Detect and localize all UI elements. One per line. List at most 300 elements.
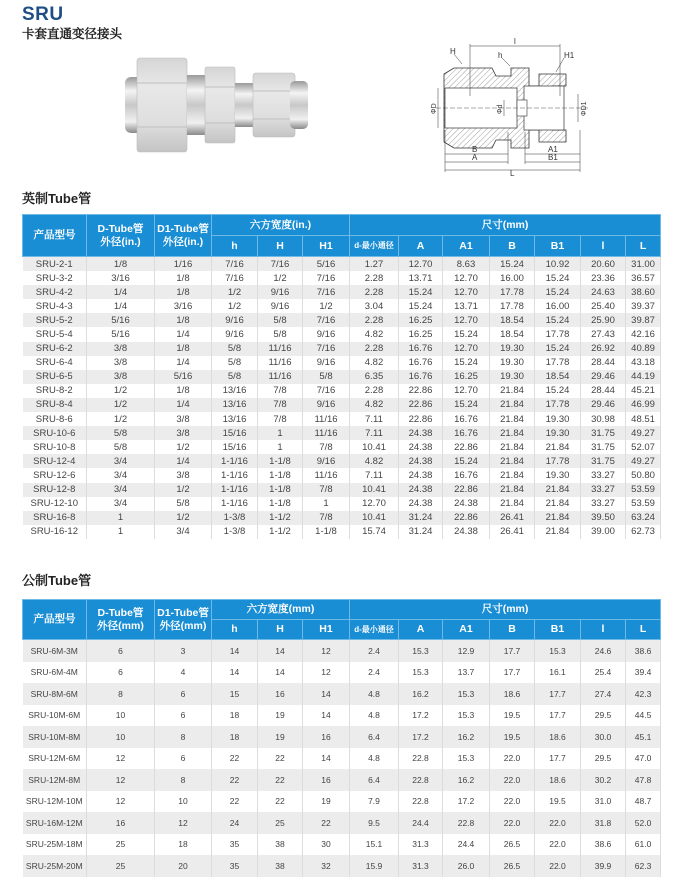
- value-cell: 21.84: [490, 468, 535, 482]
- value-cell: 15.3: [443, 705, 490, 727]
- value-cell: 22.0: [535, 834, 581, 856]
- value-cell: 1-1/8: [258, 497, 303, 511]
- value-cell: 5/8: [212, 356, 258, 370]
- value-cell: 3/4: [87, 468, 155, 482]
- table-row: [23, 683, 661, 705]
- value-cell: 22.8: [443, 812, 490, 834]
- value-cell: 19.30: [490, 356, 535, 370]
- table-row: [23, 313, 661, 327]
- value-cell: 1: [87, 525, 155, 539]
- subheader-col: d-最小通径: [350, 620, 399, 640]
- value-cell: 15.24: [443, 398, 490, 412]
- model-cell: SRU-6M-3M: [23, 640, 87, 662]
- subheader-col: h: [212, 236, 258, 257]
- value-cell: 22.86: [443, 483, 490, 497]
- value-cell: 17.78: [535, 454, 581, 468]
- value-cell: 14: [303, 748, 350, 770]
- table-row: [23, 640, 661, 662]
- value-cell: 14: [303, 705, 350, 727]
- value-cell: 16.2: [399, 683, 443, 705]
- table-row: [23, 271, 661, 285]
- value-cell: 19: [303, 791, 350, 813]
- table-row: [23, 440, 661, 454]
- value-cell: 6.4: [350, 726, 399, 748]
- value-cell: 6: [87, 640, 155, 662]
- value-cell: 12.70: [443, 271, 490, 285]
- value-cell: 44.5: [626, 705, 661, 727]
- value-cell: 15.3: [443, 683, 490, 705]
- value-cell: 15.24: [443, 454, 490, 468]
- value-cell: 24.38: [443, 525, 490, 539]
- subheader-col: l: [581, 236, 626, 257]
- value-cell: 17.7: [535, 705, 581, 727]
- value-cell: 26.5: [490, 855, 535, 877]
- model-cell: SRU-12M-10M: [23, 791, 87, 813]
- value-cell: 7/8: [303, 483, 350, 497]
- value-cell: 2.28: [350, 313, 399, 327]
- value-cell: 7/8: [303, 440, 350, 454]
- value-cell: 1-1/16: [212, 483, 258, 497]
- value-cell: 22: [212, 769, 258, 791]
- value-cell: 26.5: [490, 834, 535, 856]
- value-cell: 16: [303, 726, 350, 748]
- value-cell: 8: [155, 769, 212, 791]
- model-cell: SRU-8M-6M: [23, 683, 87, 705]
- drawing-label-D1: ΦD1: [581, 101, 588, 116]
- value-cell: 15.3: [399, 640, 443, 662]
- value-cell: 16: [87, 812, 155, 834]
- value-cell: 22.0: [490, 812, 535, 834]
- value-cell: 18: [212, 726, 258, 748]
- value-cell: 16.00: [490, 271, 535, 285]
- value-cell: 1/2: [87, 412, 155, 426]
- value-cell: 12.70: [350, 497, 399, 511]
- value-cell: 39.00: [581, 525, 626, 539]
- value-cell: 21.84: [490, 454, 535, 468]
- value-cell: 16.76: [399, 370, 443, 384]
- subheader-col: A1: [443, 620, 490, 640]
- value-cell: 2.4: [350, 640, 399, 662]
- value-cell: 17.78: [490, 285, 535, 299]
- value-cell: 32: [303, 855, 350, 877]
- drawing-label-d: Φd: [497, 104, 504, 114]
- value-cell: 22.86: [399, 412, 443, 426]
- value-cell: 7.9: [350, 791, 399, 813]
- value-cell: 1/2: [155, 440, 212, 454]
- value-cell: 7/16: [212, 271, 258, 285]
- value-cell: 16.76: [443, 412, 490, 426]
- value-cell: 12.70: [399, 257, 443, 272]
- model-cell: SRU-25M-18M: [23, 834, 87, 856]
- value-cell: 4: [155, 662, 212, 684]
- value-cell: 1/4: [155, 356, 212, 370]
- value-cell: 4.82: [350, 454, 399, 468]
- model-cell: SRU-12-6: [23, 468, 87, 482]
- value-cell: 1/2: [155, 483, 212, 497]
- value-cell: 27.43: [581, 327, 626, 341]
- model-cell: SRU-10M-6M: [23, 705, 87, 727]
- value-cell: 9/16: [303, 327, 350, 341]
- value-cell: 31.75: [581, 454, 626, 468]
- value-cell: 35: [212, 855, 258, 877]
- value-cell: 7/8: [258, 412, 303, 426]
- value-cell: 36.57: [626, 271, 661, 285]
- table-row: [23, 497, 661, 511]
- value-cell: 31.0: [581, 791, 626, 813]
- value-cell: 1/4: [155, 398, 212, 412]
- value-cell: 26.0: [443, 855, 490, 877]
- metric-section-title: 公制Tube管: [22, 573, 92, 588]
- value-cell: 28.44: [581, 356, 626, 370]
- value-cell: 17.78: [535, 327, 581, 341]
- value-cell: 1-1/16: [212, 497, 258, 511]
- value-cell: 19.30: [490, 342, 535, 356]
- value-cell: 3.04: [350, 299, 399, 313]
- value-cell: 10.41: [350, 440, 399, 454]
- value-cell: 25.40: [581, 299, 626, 313]
- model-cell: SRU-4-3: [23, 299, 87, 313]
- value-cell: 1-1/8: [303, 525, 350, 539]
- value-cell: 45.21: [626, 384, 661, 398]
- value-cell: 2.28: [350, 271, 399, 285]
- header-dimensions: 尺寸(mm): [350, 215, 661, 236]
- value-cell: 19: [258, 705, 303, 727]
- subheader-col: A: [399, 620, 443, 640]
- value-cell: 13/16: [212, 384, 258, 398]
- value-cell: 44.19: [626, 370, 661, 384]
- value-cell: 6.4: [350, 769, 399, 791]
- value-cell: 1/8: [155, 271, 212, 285]
- model-cell: SRU-8-6: [23, 412, 87, 426]
- value-cell: 21.84: [490, 412, 535, 426]
- value-cell: 21.84: [535, 483, 581, 497]
- value-cell: 7/16: [212, 257, 258, 272]
- value-cell: 26.41: [490, 525, 535, 539]
- value-cell: 15.24: [490, 257, 535, 272]
- subheader-col: d-最小通径: [350, 236, 399, 257]
- value-cell: 12.70: [443, 285, 490, 299]
- subheader-col: h: [212, 620, 258, 640]
- value-cell: 48.51: [626, 412, 661, 426]
- value-cell: 11/16: [303, 468, 350, 482]
- value-cell: 16.1: [535, 662, 581, 684]
- value-cell: 3/8: [87, 370, 155, 384]
- value-cell: 1-3/8: [212, 525, 258, 539]
- value-cell: 22: [303, 812, 350, 834]
- value-cell: 31.24: [399, 511, 443, 525]
- value-cell: 25: [258, 812, 303, 834]
- value-cell: 14: [212, 662, 258, 684]
- value-cell: 16.2: [443, 726, 490, 748]
- table-row: [23, 285, 661, 299]
- table-row: [23, 483, 661, 497]
- model-cell: SRU-25M-20M: [23, 855, 87, 877]
- subheader-col: A: [399, 236, 443, 257]
- value-cell: 31.3: [399, 834, 443, 856]
- value-cell: 17.2: [399, 726, 443, 748]
- subheader-col: L: [626, 236, 661, 257]
- value-cell: 1-1/16: [212, 468, 258, 482]
- value-cell: 7.11: [350, 426, 399, 440]
- value-cell: 18.6: [535, 769, 581, 791]
- value-cell: 16.25: [399, 327, 443, 341]
- value-cell: 45.1: [626, 726, 661, 748]
- value-cell: 3/4: [87, 483, 155, 497]
- value-cell: 22: [258, 748, 303, 770]
- subheader-col: H1: [303, 620, 350, 640]
- value-cell: 7/16: [303, 271, 350, 285]
- model-cell: SRU-6-2: [23, 342, 87, 356]
- value-cell: 47.0: [626, 748, 661, 770]
- value-cell: 15/16: [212, 426, 258, 440]
- value-cell: 49.27: [626, 426, 661, 440]
- value-cell: 16.2: [443, 769, 490, 791]
- value-cell: 22.8: [399, 769, 443, 791]
- table-row: [23, 748, 661, 770]
- drawing-label-A1: A1: [548, 145, 558, 154]
- value-cell: 4.8: [350, 748, 399, 770]
- value-cell: 12: [303, 640, 350, 662]
- value-cell: 9/16: [258, 285, 303, 299]
- value-cell: 16: [258, 683, 303, 705]
- value-cell: 15.24: [535, 271, 581, 285]
- value-cell: 22: [258, 791, 303, 813]
- value-cell: 10.41: [350, 511, 399, 525]
- drawing-label-B: B: [472, 145, 478, 154]
- subheader-col: H: [258, 620, 303, 640]
- subheader-col: A1: [443, 236, 490, 257]
- value-cell: 40.89: [626, 342, 661, 356]
- header-model: 产品型号: [23, 215, 87, 257]
- value-cell: 9/16: [303, 356, 350, 370]
- value-cell: 1-1/8: [258, 483, 303, 497]
- value-cell: 29.5: [581, 748, 626, 770]
- value-cell: 3/16: [87, 271, 155, 285]
- imperial-table: [22, 214, 661, 539]
- value-cell: 38.6: [626, 640, 661, 662]
- value-cell: 12.70: [443, 384, 490, 398]
- table-row: [23, 525, 661, 539]
- value-cell: 19.30: [535, 468, 581, 482]
- value-cell: 15.24: [535, 285, 581, 299]
- value-cell: 1/2: [212, 299, 258, 313]
- drawing-label-l: l: [514, 37, 516, 46]
- model-cell: SRU-12-10: [23, 497, 87, 511]
- value-cell: 1: [258, 426, 303, 440]
- value-cell: 16.76: [443, 468, 490, 482]
- value-cell: 22.86: [399, 384, 443, 398]
- value-cell: 19.5: [535, 791, 581, 813]
- value-cell: 38.6: [581, 834, 626, 856]
- table-row: [23, 398, 661, 412]
- value-cell: 25: [87, 834, 155, 856]
- model-cell: SRU-8-4: [23, 398, 87, 412]
- value-cell: 6: [87, 662, 155, 684]
- value-cell: 18.6: [490, 683, 535, 705]
- subheader-col: L: [626, 620, 661, 640]
- value-cell: 39.37: [626, 299, 661, 313]
- subheader-col: H: [258, 236, 303, 257]
- value-cell: 10: [87, 726, 155, 748]
- value-cell: 53.59: [626, 483, 661, 497]
- subheader-col: B: [490, 620, 535, 640]
- value-cell: 17.2: [443, 791, 490, 813]
- table-row: [23, 257, 661, 272]
- value-cell: 16.00: [535, 299, 581, 313]
- value-cell: 9.5: [350, 812, 399, 834]
- value-cell: 21.84: [490, 483, 535, 497]
- value-cell: 8.63: [443, 257, 490, 272]
- value-cell: 15.3: [443, 748, 490, 770]
- value-cell: 38.60: [626, 285, 661, 299]
- value-cell: 31.75: [581, 440, 626, 454]
- table-row: [23, 791, 661, 813]
- value-cell: 1-1/8: [258, 468, 303, 482]
- value-cell: 18.54: [535, 370, 581, 384]
- value-cell: 30.0: [581, 726, 626, 748]
- value-cell: 8: [155, 726, 212, 748]
- value-cell: 9/16: [212, 313, 258, 327]
- value-cell: 2.28: [350, 285, 399, 299]
- value-cell: 10: [155, 791, 212, 813]
- value-cell: 7/16: [303, 285, 350, 299]
- value-cell: 5/8: [87, 440, 155, 454]
- value-cell: 11/16: [258, 370, 303, 384]
- value-cell: 11/16: [258, 342, 303, 356]
- technical-drawing: [432, 36, 592, 176]
- table-row: [23, 769, 661, 791]
- value-cell: 29.46: [581, 370, 626, 384]
- value-cell: 42.16: [626, 327, 661, 341]
- value-cell: 13.71: [443, 299, 490, 313]
- model-cell: SRU-16-12: [23, 525, 87, 539]
- value-cell: 10.41: [350, 483, 399, 497]
- value-cell: 15.24: [399, 299, 443, 313]
- value-cell: 16.76: [443, 426, 490, 440]
- value-cell: 33.27: [581, 483, 626, 497]
- value-cell: 7/16: [258, 257, 303, 272]
- imperial-section-title: 英制Tube管: [22, 191, 92, 206]
- value-cell: 22: [212, 791, 258, 813]
- value-cell: 21.84: [535, 511, 581, 525]
- value-cell: 5/8: [212, 342, 258, 356]
- metric-table: [22, 599, 661, 877]
- value-cell: 1-3/8: [212, 511, 258, 525]
- value-cell: 16.76: [399, 342, 443, 356]
- header-d-tube: D-Tube管 外径(mm): [87, 600, 155, 640]
- value-cell: 22.0: [535, 855, 581, 877]
- value-cell: 31.75: [581, 426, 626, 440]
- value-cell: 1-1/2: [258, 511, 303, 525]
- value-cell: 15.1: [350, 834, 399, 856]
- drawing-label-H: H: [450, 47, 456, 56]
- value-cell: 1-1/8: [258, 454, 303, 468]
- value-cell: 62.73: [626, 525, 661, 539]
- value-cell: 30.2: [581, 769, 626, 791]
- value-cell: 7/16: [303, 313, 350, 327]
- value-cell: 50.80: [626, 468, 661, 482]
- table-row: [23, 662, 661, 684]
- value-cell: 3/8: [155, 426, 212, 440]
- value-cell: 12.70: [443, 342, 490, 356]
- table-row: [23, 342, 661, 356]
- value-cell: 42.3: [626, 683, 661, 705]
- value-cell: 7/16: [303, 342, 350, 356]
- value-cell: 2.4: [350, 662, 399, 684]
- value-cell: 22.0: [535, 812, 581, 834]
- value-cell: 13.7: [443, 662, 490, 684]
- value-cell: 19.5: [490, 726, 535, 748]
- model-cell: SRU-5-4: [23, 327, 87, 341]
- table-row: [23, 511, 661, 525]
- value-cell: 18: [212, 705, 258, 727]
- value-cell: 39.87: [626, 313, 661, 327]
- value-cell: 9/16: [212, 327, 258, 341]
- value-cell: 22.0: [490, 791, 535, 813]
- value-cell: 15.3: [399, 662, 443, 684]
- drawing-label-D: ΦD: [431, 103, 438, 114]
- value-cell: 22.0: [490, 748, 535, 770]
- value-cell: 6: [155, 705, 212, 727]
- value-cell: 15.24: [443, 356, 490, 370]
- value-cell: 8: [87, 683, 155, 705]
- value-cell: 4.82: [350, 327, 399, 341]
- value-cell: 2.28: [350, 384, 399, 398]
- value-cell: 4.82: [350, 398, 399, 412]
- value-cell: 46.99: [626, 398, 661, 412]
- model-cell: SRU-10-6: [23, 426, 87, 440]
- header-model: 产品型号: [23, 600, 87, 640]
- table-row: [23, 705, 661, 727]
- value-cell: 22.8: [399, 748, 443, 770]
- value-cell: 11/16: [303, 426, 350, 440]
- table-row: [23, 384, 661, 398]
- value-cell: 24.38: [399, 468, 443, 482]
- value-cell: 24.38: [399, 426, 443, 440]
- model-cell: SRU-10M-8M: [23, 726, 87, 748]
- value-cell: 7/8: [258, 398, 303, 412]
- model-cell: SRU-12M-8M: [23, 769, 87, 791]
- value-cell: 15.24: [443, 327, 490, 341]
- value-cell: 21.84: [490, 497, 535, 511]
- value-cell: 43.18: [626, 356, 661, 370]
- value-cell: 29.5: [581, 705, 626, 727]
- value-cell: 22: [212, 748, 258, 770]
- model-cell: SRU-16M-12M: [23, 812, 87, 834]
- value-cell: 3/4: [87, 497, 155, 511]
- value-cell: 27.4: [581, 683, 626, 705]
- value-cell: 23.36: [581, 271, 626, 285]
- value-cell: 1/4: [87, 285, 155, 299]
- model-cell: SRU-6-5: [23, 370, 87, 384]
- value-cell: 5/8: [258, 327, 303, 341]
- value-cell: 24.4: [443, 834, 490, 856]
- value-cell: 20: [155, 855, 212, 877]
- value-cell: 31.8: [581, 812, 626, 834]
- value-cell: 19.5: [490, 705, 535, 727]
- value-cell: 1-1/2: [258, 525, 303, 539]
- table-row: [23, 454, 661, 468]
- header-d1-tube: D1-Tube管 外径(in.): [155, 215, 212, 257]
- value-cell: 21.84: [535, 525, 581, 539]
- table-row: [23, 726, 661, 748]
- value-cell: 4.8: [350, 683, 399, 705]
- subheader-col: l: [581, 620, 626, 640]
- value-cell: 31.3: [399, 855, 443, 877]
- header-d1-tube: D1-Tube管 外径(mm): [155, 600, 212, 640]
- value-cell: 3/8: [155, 412, 212, 426]
- value-cell: 18.54: [490, 313, 535, 327]
